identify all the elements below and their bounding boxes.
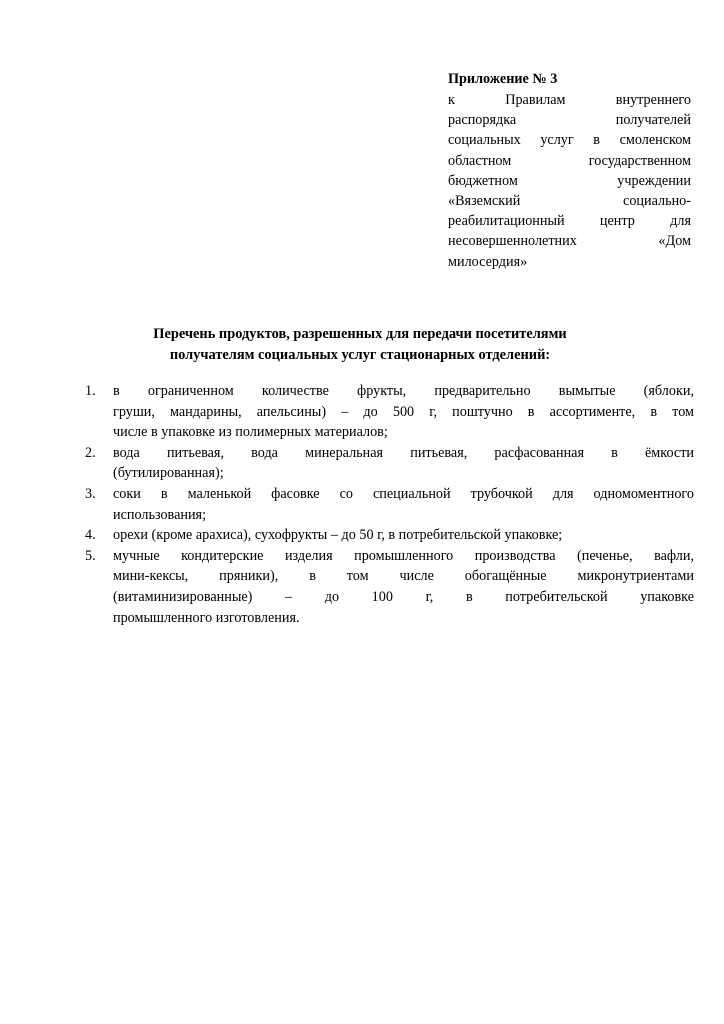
item-text-line: груши, мандарины, апельсины) – до 500 г, поштучно в ассортименте, в том — [113, 403, 694, 420]
appendix-line: милосердия» — [448, 253, 528, 270]
list-item — [85, 484, 694, 525]
item-text-line: орехи (кроме арахиса), сухофрукты – до 50 г, в потребительской упаковке; — [113, 527, 563, 544]
appendix-line: социальных услуг в смоленском — [448, 132, 691, 149]
list-item — [85, 546, 694, 628]
item-text-line: числе в упаковке из полимерных материалов; — [113, 424, 388, 441]
item-text-line: мини-кексы, пряники), в том числе обогащённые микронутриентами — [113, 568, 694, 585]
appendix-line: к Правилам внутреннего — [448, 92, 691, 108]
products-list — [85, 381, 694, 628]
appendix-line: распорядка получателей — [448, 112, 691, 129]
item-text-line: (бутилированная); — [113, 465, 224, 482]
item-number: 5. — [85, 547, 96, 564]
document-heading — [80, 324, 640, 365]
item-number: 4. — [85, 527, 96, 544]
item-text-line: мучные кондитерские изделия промышленного производства (печенье, вафли, — [113, 547, 694, 564]
item-number: 2. — [85, 444, 96, 461]
appendix-line: несовершеннолетних «Дом — [448, 233, 691, 250]
appendix-title: Приложение № 3 — [448, 71, 558, 87]
appendix-line: «Вяземский социально- — [448, 192, 691, 209]
item-text-line: использования; — [113, 506, 207, 523]
heading-line: Перечень продуктов, разрешенных для передачи посетителями — [153, 326, 567, 342]
list-item — [85, 443, 694, 484]
list-item — [85, 525, 694, 546]
item-text-line: (витаминизированные) – до 100 г, в потребительской упаковке — [113, 588, 694, 605]
item-number: 3. — [85, 485, 96, 502]
appendix-line: бюджетном учреждении — [448, 172, 691, 189]
item-text-line: вода питьевая, вода минеральная питьевая, расфасованная в ёмкости — [113, 444, 694, 461]
appendix-block — [448, 68, 691, 272]
item-text-line: промышленного изготовления. — [113, 609, 300, 626]
appendix-line: областном государственном — [448, 152, 691, 169]
appendix-line: реабилитационный центр для — [448, 213, 691, 230]
item-number: 1. — [85, 383, 96, 399]
item-text-line: в ограниченном количестве фрукты, предварительно вымытые (яблоки, — [113, 383, 694, 399]
item-text-line: соки в маленькой фасовке со специальной трубочкой для одномоментного — [113, 485, 694, 502]
heading-line: получателям социальных услуг стационарных отделений: — [169, 346, 551, 363]
list-item — [85, 381, 694, 443]
